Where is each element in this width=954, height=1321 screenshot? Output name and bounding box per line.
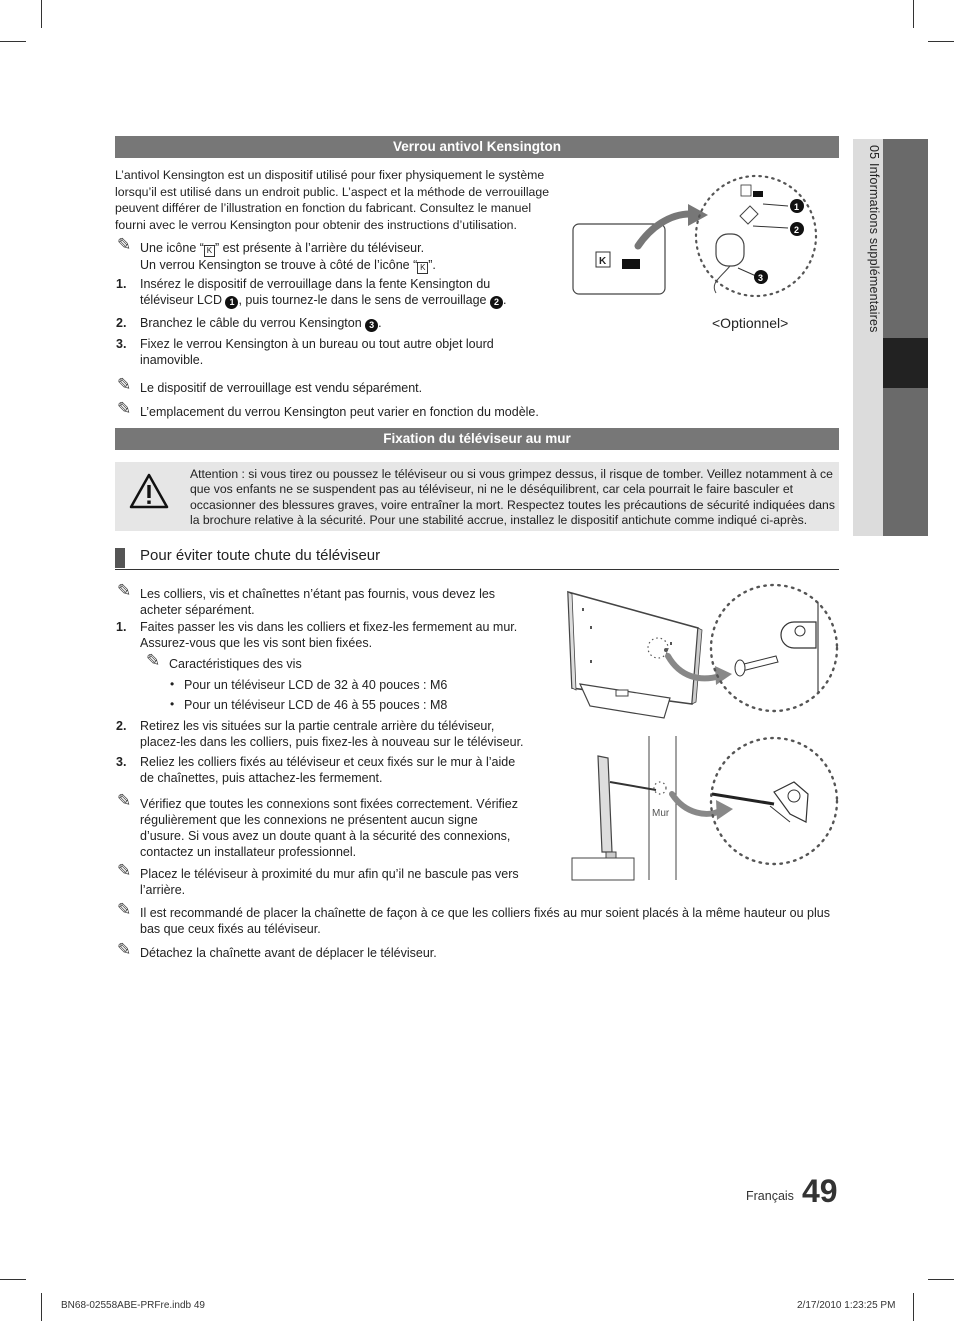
section-header-wall: Fixation du téléviseur au mur	[115, 428, 839, 450]
warning-text: Attention : si vous tirez ou poussez le téléviseur ou si vous grimpez dessus, il risque de tomber. Veillez notamment à ce que vos enfants ne se suspendent pas au téléviseur, ni ne le déséquilibrent, car cela pourrait le faire basculer et occasionner des blessures graves, voire entraîner la mort. Respectez toutes les précautions de sécurité indiquées dans la brochure relative à la sécurité. Pour une stabilité accrue, installez le dispositif antichute comme indiqué ci-après.	[190, 467, 835, 528]
subsection-header	[115, 547, 839, 570]
tv-side	[598, 756, 612, 852]
subsection-title: Pour éviter toute chute du téléviseur	[140, 547, 381, 564]
prevent-step-2: 2. Retirez les vis situées sur la partie centrale arrière du téléviseur, placez-les dans les colliers, puis fixez-les à nouveau sur le téléviseur.	[116, 719, 524, 749]
warning-triangle-icon	[129, 473, 169, 509]
note-screw-specs: ✎ Caractéristiques des vis	[146, 651, 302, 671]
lock-head	[740, 206, 758, 224]
svg-text:2: 2	[794, 225, 800, 235]
chapter-side-tab	[853, 139, 928, 536]
kensington-step-2: 2. Branchez le câble du verrou Kensington 3 .	[116, 316, 382, 330]
note-near-wall: ✎ Placez le téléviseur à proximité du mur afin qu’il ne bascule pas vers l’arrière.	[117, 861, 519, 897]
footer-language: Français	[746, 1189, 794, 1203]
chain-line	[712, 794, 774, 804]
screw-spec-item: • Pour un téléviseur LCD de 46 à 55 pouces : M8	[170, 697, 448, 712]
optional-label: <Optionnel>	[712, 315, 789, 331]
pencil-icon: ✎	[117, 791, 132, 810]
callout-marker: 1	[225, 296, 238, 309]
kensington-slot	[622, 259, 640, 269]
screw-spec-item: • Pour un téléviseur LCD de 32 à 40 pouces : M6	[170, 677, 448, 692]
table	[572, 858, 634, 880]
warning-box	[115, 462, 839, 531]
arrow-shape	[672, 794, 722, 814]
side-tab-label: 05 Informations supplémentaires	[867, 145, 881, 333]
callout-marker: 2	[490, 296, 503, 309]
page-number: 49	[802, 1173, 838, 1209]
subsection-marker	[115, 548, 125, 568]
kensington-step-1: 1. Insérez le dispositif de verrouillage dans la fente Kensington du téléviseur LCD 1 , puis tournez-le dans le sens de verrouillage 2 .	[116, 277, 507, 307]
detail-circle	[711, 738, 837, 864]
tv-bracket	[774, 782, 808, 822]
pencil-icon: ✎	[117, 375, 132, 394]
note-kensington-icon: ✎ Une icône “ K ” est présente à l’arrière du téléviseur. Un verrou Kensington se trouve à côté de l’icône “ K ”.	[117, 235, 436, 272]
kensington-k-label: K	[599, 256, 607, 267]
note-verify-connections: ✎ Vérifiez que toutes les connexions sont fixées correctement. Vérifiez régulièrement que les connexions ne présentent aucun signe d’usure. Si vous avez un doute quant à la sécurité des connexions, contactez un installateur professionnel.	[117, 791, 518, 859]
pencil-icon: ✎	[146, 651, 161, 670]
crop-mark	[0, 1279, 26, 1280]
slug-left: BN68-02558ABE-PRFre.indb 49	[61, 1300, 205, 1311]
pencil-icon: ✎	[117, 940, 132, 959]
kensington-step-3: 3. Fixez le verrou Kensington à un bureau ou tout autre objet lourd inamovible.	[116, 337, 494, 367]
pencil-icon: ✎	[117, 581, 132, 600]
note-sold-separately: ✎ Le dispositif de verrouillage est vendu séparément.	[117, 375, 423, 395]
prevent-step-1: 1. Faites passer les vis dans les colliers et fixez-les fermement au mur. Assurez-vous que les vis sont bien fixées.	[116, 620, 518, 650]
crop-mark	[0, 41, 26, 42]
svg-text:3: 3	[758, 273, 764, 283]
slug-right: 2/17/2010 1:23:25 PM	[797, 1300, 896, 1311]
pencil-icon: ✎	[117, 900, 132, 919]
crop-mark	[913, 0, 914, 28]
wall-label: Mur	[652, 808, 670, 819]
arrow-head-icon	[716, 800, 733, 820]
pencil-icon: ✎	[117, 861, 132, 880]
note-location: ✎ L’emplacement du verrou Kensington peut varier en fonction du modèle.	[117, 399, 539, 419]
lock-body	[716, 234, 744, 266]
crop-mark	[913, 1293, 914, 1321]
kensington-k-icon: K	[417, 262, 428, 274]
kensington-k-icon: K	[204, 245, 215, 257]
callout-marker: 3	[365, 319, 378, 332]
prevent-step-3: 3. Reliez les colliers fixés au téléviseur et ceux fixés sur le mur à l’aide de chaînettes, puis attachez-les fermement.	[116, 755, 516, 785]
section-header-kensington: Verrou antivol Kensington	[115, 136, 839, 158]
crop-mark	[41, 1293, 42, 1321]
svg-text:1: 1	[794, 202, 800, 212]
note-chain-height: ✎ Il est recommandé de placer la chaînette de façon à ce que les colliers fixés au mur soient placés à la même hauteur ou plus bas que ceux fixés au téléviseur.	[117, 900, 830, 936]
anti-tip-illustration	[560, 582, 842, 882]
kensington-intro: L’antivol Kensington est un dispositif utilisé pour fixer physiquement le système lorsqu’il est utilisé dans un endroit public. L’aspect et la méthode de verrouillage peuvent différer de l’illustration en fonction du fabricant. Consultez le manuel fourni avec le verrou Kensington pour obtenir des instructions d’utilisation.	[115, 168, 550, 232]
kensington-lock-illustration	[570, 168, 840, 338]
pencil-icon: ✎	[117, 235, 132, 254]
side-tab-marker	[883, 338, 928, 388]
crop-mark	[928, 1279, 954, 1280]
crop-mark	[41, 0, 42, 28]
note-detach-chain: ✎ Détachez la chaînette avant de déplacer le téléviseur.	[117, 940, 437, 960]
crop-mark	[928, 41, 954, 42]
note-not-supplied: ✎ Les colliers, vis et chaînettes n’étant pas fournis, vous devez les acheter séparément.	[117, 581, 496, 617]
pencil-icon: ✎	[117, 399, 132, 418]
